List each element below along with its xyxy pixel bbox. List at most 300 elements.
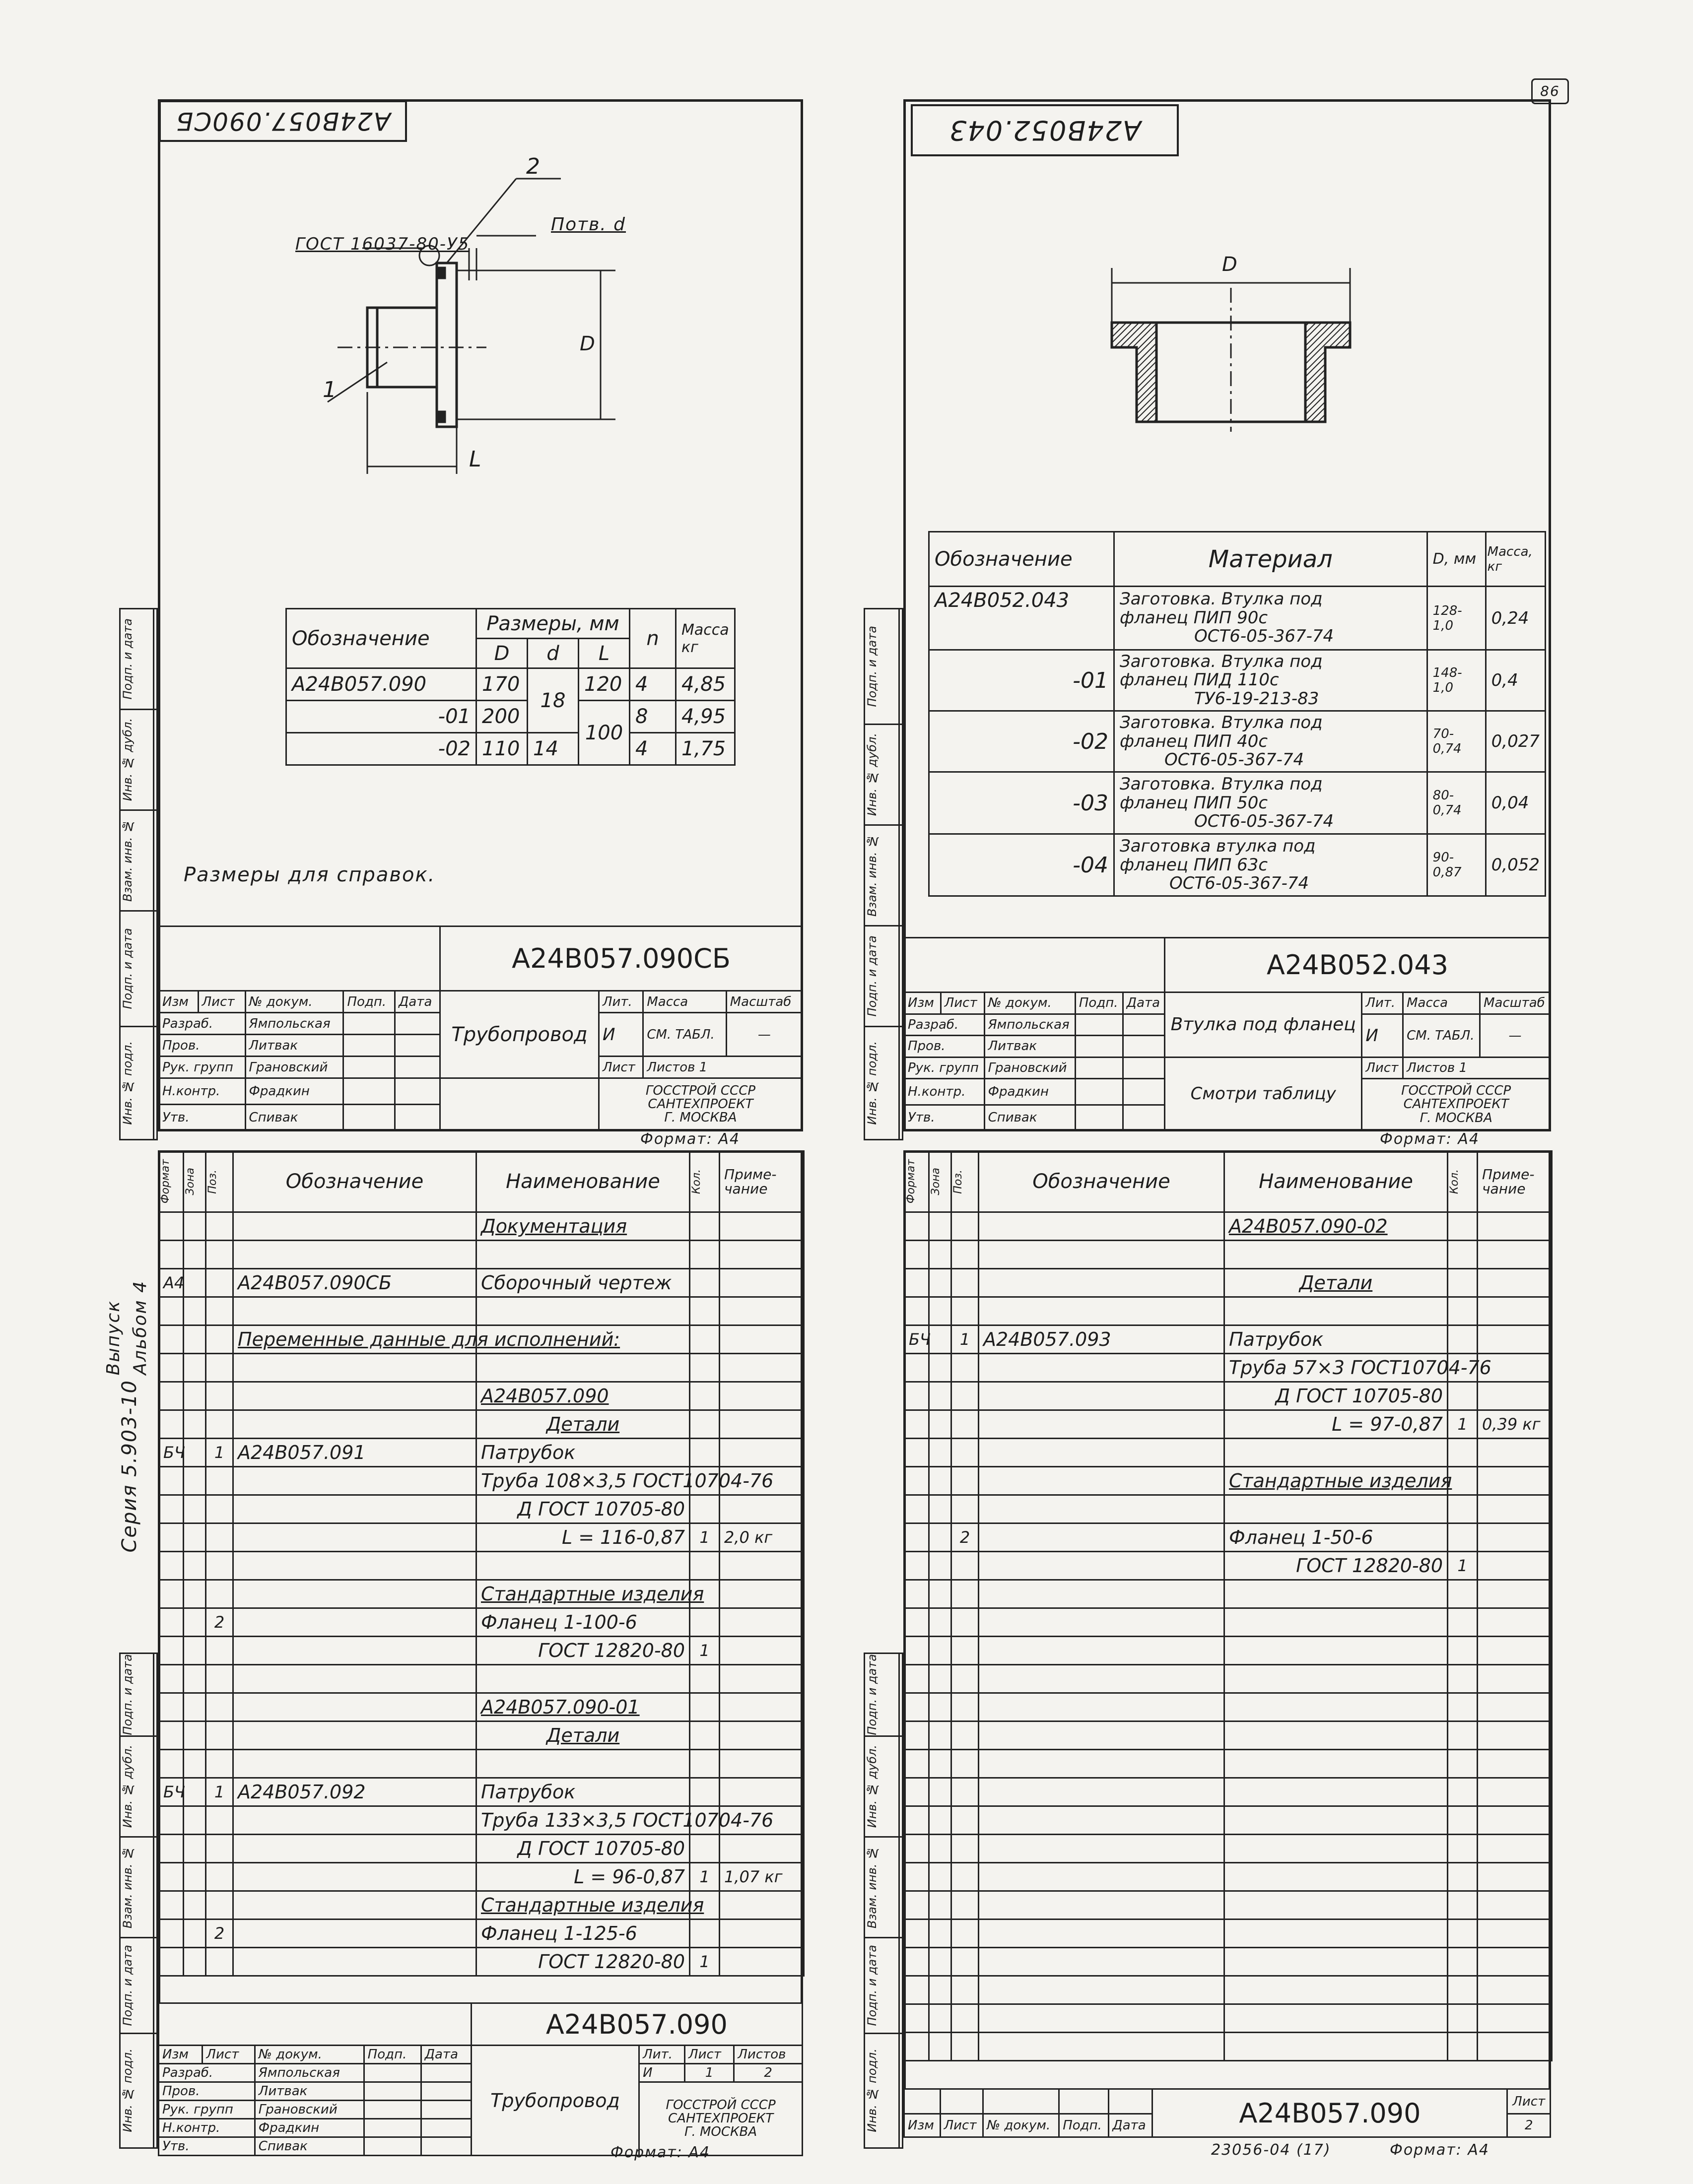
q4-h-poz: Поз. xyxy=(952,1169,964,1194)
q4-naim-cell xyxy=(1224,1976,1448,2004)
q2-doc-code: А24В052.043 xyxy=(1165,938,1551,993)
q4-poz-cell xyxy=(951,1863,979,1891)
q4-prim-cell xyxy=(1478,1835,1552,1863)
q4-poz-cell xyxy=(951,1241,979,1269)
q3-format-cell xyxy=(159,1948,184,1976)
q2-row4-m: 0,052 xyxy=(1486,834,1545,896)
q4-naim-cell xyxy=(1224,1806,1448,1835)
q4-prim-cell xyxy=(1478,1439,1552,1467)
q3-prim-cell xyxy=(720,1693,804,1721)
spec-row xyxy=(159,1325,804,1354)
q3-oboz-cell xyxy=(233,1212,476,1241)
q1-doc-name: Трубопровод xyxy=(440,991,599,1078)
q3-kol-cell xyxy=(690,1269,720,1297)
q3-doc-name: Трубопровод xyxy=(471,2046,639,2156)
q2-h-D: D, мм xyxy=(1427,532,1486,587)
q4-poz-cell xyxy=(951,1354,979,1382)
spec-row xyxy=(904,1750,1552,1778)
q2-bushing-drawing xyxy=(1102,258,1360,437)
q4-oboz-cell xyxy=(979,1693,1224,1721)
q3-zona-cell xyxy=(184,1693,206,1721)
q3-oboz-cell xyxy=(233,1382,476,1410)
q1-org-2: САНТЕХПРОЕКТ xyxy=(648,1096,753,1112)
q4-oboz-cell xyxy=(979,1410,1224,1439)
q3-side-vzam: Взам. инв. № xyxy=(121,1846,135,1928)
q4-format-cell xyxy=(904,1297,929,1325)
q4-kol-cell: 1 xyxy=(1448,1410,1478,1439)
q3-naim-cell xyxy=(476,1354,690,1382)
q4-poz-cell xyxy=(951,1608,979,1637)
q4-side-vzam: Взам. инв. № xyxy=(865,1846,879,1928)
q3-oboz-cell xyxy=(233,1297,476,1325)
q3-format-cell xyxy=(159,1608,184,1637)
stamp-masshtab: Масштаб xyxy=(726,991,802,1013)
q4-format-cell xyxy=(904,1919,929,1948)
q4-kol-cell xyxy=(1448,1325,1478,1354)
q4-zona-cell xyxy=(929,2004,951,2033)
q3-oboz-cell xyxy=(233,1495,476,1523)
q3-prim-cell xyxy=(720,1241,804,1269)
q3-prim-cell xyxy=(720,1665,804,1693)
q3-kol-cell xyxy=(690,1608,720,1637)
q2-org-1: ГОССТРОЙ СССР xyxy=(1401,1083,1511,1099)
q4-kol-cell xyxy=(1448,1241,1478,1269)
q4-oboz-cell xyxy=(979,1382,1224,1410)
q4-naim-cell xyxy=(1224,1750,1448,1778)
q3-format-cell xyxy=(159,1325,184,1354)
q4-oboz-cell xyxy=(979,1863,1224,1891)
q3-zona-cell xyxy=(184,1212,206,1241)
q4-oboz-cell xyxy=(979,1891,1224,1919)
q4-list-label: Лист xyxy=(1507,2089,1551,2114)
q2-row4-D: 90-0,87 xyxy=(1427,834,1486,896)
q4-naim-cell: А24В057.090-02 xyxy=(1224,1212,1448,1241)
q1-callout-1: 1 xyxy=(323,377,338,402)
q1-row0-oboz: А24В057.090 xyxy=(286,668,476,701)
q1-h-massa: Масса кг xyxy=(676,609,735,668)
q2-dim-D: D xyxy=(1222,253,1238,276)
q2-row0-m1: Заготовка. Втулка под xyxy=(1120,589,1323,609)
q3-format-cell xyxy=(159,1410,184,1439)
q3-prim-cell: 1,07 кг xyxy=(720,1863,804,1891)
q3-format-cell xyxy=(159,1693,184,1721)
q1-row1-n: 8 xyxy=(630,701,676,733)
q4-oboz-cell xyxy=(979,1241,1224,1269)
q4-poz-cell xyxy=(951,1721,979,1750)
q3-format-cell xyxy=(159,1580,184,1608)
q4-prim-cell xyxy=(1478,1919,1552,1948)
q3-stamp-ruk-name: Грановский xyxy=(255,2101,364,2119)
q1-doc-code: А24В057.090СБ xyxy=(440,927,803,991)
q3-prim-cell xyxy=(720,1410,804,1439)
q4-prim-cell xyxy=(1478,1806,1552,1835)
q3-format-cell xyxy=(159,1750,184,1778)
q4-kol-cell xyxy=(1448,1523,1478,1552)
spec-row xyxy=(904,1806,1552,1835)
q2-row3-m: 0,04 xyxy=(1486,772,1545,834)
q4-naim-cell: Д ГОСТ 10705-80 xyxy=(1224,1382,1448,1410)
spec-row xyxy=(904,1354,1552,1382)
q4-h-kol: Кол. xyxy=(1448,1169,1461,1194)
q3-naim-cell: Стандартные изделия xyxy=(476,1891,690,1919)
q4-zona-cell xyxy=(929,1693,951,1721)
q3-format-cell: А4 xyxy=(159,1269,184,1297)
q3-kol-cell xyxy=(690,1778,720,1806)
q1-h-oboz: Обозначение xyxy=(286,609,476,668)
q4-zona-cell xyxy=(929,1523,951,1552)
q4-stamp-podp: Подп. xyxy=(1059,2114,1109,2137)
spec-row xyxy=(904,1665,1552,1693)
q2-row2-D: 70-0,74 xyxy=(1427,711,1486,772)
stamp-ndoc: № докум. xyxy=(245,991,343,1013)
q2-org-2: САНТЕХПРОЕКТ xyxy=(1403,1097,1509,1112)
q3-naim-cell xyxy=(476,1241,690,1269)
q3-naim-cell xyxy=(476,1552,690,1580)
side-podp-data-2: Подп. и дата xyxy=(121,928,135,1009)
q4-naim-cell xyxy=(1224,1241,1448,1269)
q4-poz-cell xyxy=(951,1410,979,1439)
q3-poz-cell xyxy=(206,1637,233,1665)
q2-row2-oboz: -02 xyxy=(929,711,1114,772)
q3-stamp-lit: Лит. xyxy=(639,2046,685,2064)
q4-zona-cell xyxy=(929,1241,951,1269)
spec-row xyxy=(904,1721,1552,1750)
q4-zona-cell xyxy=(929,1891,951,1919)
q2-side-inv-podl: Инв. № подл. xyxy=(865,1041,879,1125)
q2-side-podp-data-1: Подп. и дата xyxy=(865,626,879,707)
q3-poz-cell: 2 xyxy=(206,1919,233,1948)
q3-naim-cell: Фланец 1-125-6 xyxy=(476,1919,690,1948)
q3-oboz-cell xyxy=(233,1354,476,1382)
q2-stamp-list-2: Лист xyxy=(1362,1057,1403,1079)
q1-dim-D: D xyxy=(580,332,596,355)
q3-oboz-cell: А24В057.091 xyxy=(233,1439,476,1467)
q3-prim-cell xyxy=(720,1608,804,1637)
stamp-ruk: Рук. групп xyxy=(159,1057,246,1078)
q3-poz-cell xyxy=(206,1410,233,1439)
q3-zona-cell xyxy=(184,1637,206,1665)
q3-format-cell xyxy=(159,1297,184,1325)
spec-row xyxy=(904,1835,1552,1863)
q3-stamp-list-h: Лист xyxy=(685,2046,734,2064)
q4-kol-cell xyxy=(1448,2033,1478,2061)
q2-see-table: Смотри таблицу xyxy=(1165,1057,1362,1130)
q4-zona-cell xyxy=(929,1948,951,1976)
spec-row xyxy=(904,1580,1552,1608)
q2-stamp-nkontr-name: Фрадкин xyxy=(984,1079,1075,1105)
q3-org-2: САНТЕХПРОЕКТ xyxy=(668,2111,774,2126)
q4-format-cell xyxy=(904,1665,929,1693)
q3-kol-cell xyxy=(690,1439,720,1467)
q2-row4-m3: ОСТ6-05-367-74 xyxy=(1169,873,1309,894)
q4-kol-cell xyxy=(1448,1976,1478,2004)
q4-zona-cell xyxy=(929,1580,951,1608)
q2-side-podp-data-2: Подп. и дата xyxy=(865,935,879,1017)
q3-stamp-utv: Утв. xyxy=(159,2137,255,2156)
spec-row xyxy=(159,1382,804,1410)
page-number: 86 xyxy=(1531,78,1569,104)
q3-stamp-data: Дата xyxy=(421,2046,471,2064)
stamp-lit-val: И xyxy=(599,1013,643,1057)
q4-zona-cell xyxy=(929,1212,951,1241)
q3-zona-cell xyxy=(184,1552,206,1580)
q4-zona-cell xyxy=(929,1495,951,1523)
q3-kol-cell xyxy=(690,1665,720,1693)
q3-zona-cell xyxy=(184,1750,206,1778)
q1-side-strip xyxy=(119,608,158,1140)
spec-row xyxy=(904,2033,1552,2061)
q3-naim-cell xyxy=(476,1750,690,1778)
q4-prim-cell xyxy=(1478,1863,1552,1891)
q3-oboz-cell xyxy=(233,1806,476,1835)
q1-row2-n: 4 xyxy=(630,733,676,765)
q3-stamp-podp: Подп. xyxy=(364,2046,421,2064)
q3-oboz-cell xyxy=(233,1241,476,1269)
q4-oboz-cell xyxy=(979,1948,1224,1976)
q3-poz-cell xyxy=(206,1835,233,1863)
spec-row xyxy=(904,1919,1552,1948)
q4-oboz-cell xyxy=(979,2004,1224,2033)
q4-naim-cell xyxy=(1224,2004,1448,2033)
q3-oboz-cell xyxy=(233,1863,476,1891)
q4-prim-cell xyxy=(1478,1665,1552,1693)
q1-row0-m: 4,85 xyxy=(676,668,735,701)
q3-stamp-ndoc: № докум. xyxy=(255,2046,364,2064)
q4-poz-cell: 2 xyxy=(951,1523,979,1552)
q1-org-1: ГОССТРОЙ СССР xyxy=(645,1083,756,1098)
stamp-podp: Подп. xyxy=(343,991,395,1013)
q2-stamp-lit: Лит. xyxy=(1362,993,1403,1014)
stamp-nkontr-name: Фрадкин xyxy=(245,1078,343,1105)
q3-zona-cell xyxy=(184,1241,206,1269)
q4-format-cell xyxy=(904,1948,929,1976)
q4-prim-cell xyxy=(1478,1580,1552,1608)
q3-side-inv-dubl: Инв. № дубл. xyxy=(121,1744,135,1828)
q3-poz-cell xyxy=(206,1495,233,1523)
q2-stamp-listov-val: 1 xyxy=(1459,1060,1468,1075)
spec-row xyxy=(904,1976,1552,2004)
q3-prim-cell xyxy=(720,1297,804,1325)
q3-prim-cell xyxy=(720,1212,804,1241)
q4-naim-cell: Фланец 1-50-6 xyxy=(1224,1523,1448,1552)
spec-row xyxy=(159,1778,804,1806)
stamp-listov-val: 1 xyxy=(699,1059,708,1075)
q1-note: Размеры для справок. xyxy=(184,863,436,886)
q4-h-zona: Зона xyxy=(930,1168,942,1195)
q1-size-table xyxy=(285,608,736,766)
q4-format-cell xyxy=(904,1608,929,1637)
spec-row xyxy=(904,1269,1552,1297)
q3-stamp-razrab-name: Ямпольская xyxy=(255,2064,364,2082)
q4-prim-cell xyxy=(1478,1948,1552,1976)
q2-row2-m2: фланец ПИП 40с xyxy=(1120,731,1268,751)
q3-poz-cell xyxy=(206,1523,233,1552)
q4-oboz-cell xyxy=(979,1580,1224,1608)
q3-poz-cell: 2 xyxy=(206,1608,233,1637)
q4-zona-cell xyxy=(929,1297,951,1325)
q2-row2-m3: ОСТ6-05-367-74 xyxy=(1164,749,1304,770)
q4-oboz-cell xyxy=(979,1467,1224,1495)
q3-kol-cell xyxy=(690,1354,720,1382)
q3-prim-cell xyxy=(720,1835,804,1863)
q2-row0-m3: ОСТ6-05-367-74 xyxy=(1194,626,1334,647)
q2-row1-m2: фланец ПИД 110с xyxy=(1120,670,1279,690)
q3-format-cell xyxy=(159,1354,184,1382)
stamp-utv-name: Спивак xyxy=(245,1105,343,1131)
q4-naim-cell xyxy=(1224,1608,1448,1637)
q3-kol-cell xyxy=(690,1919,720,1948)
q2-stamp-listov: Листов xyxy=(1407,1060,1455,1075)
q4-stamp-ndoc: № докум. xyxy=(983,2114,1059,2137)
q3-prim-cell xyxy=(720,1750,804,1778)
q4-prim-cell xyxy=(1478,1891,1552,1919)
q4-naim-cell xyxy=(1224,1665,1448,1693)
q4-prim-cell xyxy=(1478,1241,1552,1269)
q2-row0-D: 128-1,0 xyxy=(1427,587,1486,650)
q4-naim-cell xyxy=(1224,1835,1448,1863)
q3-prim-cell xyxy=(720,1637,804,1665)
q3-poz-cell xyxy=(206,1863,233,1891)
q3-oboz-cell xyxy=(233,1750,476,1778)
q3-side-podp-data-2: Подп. и дата xyxy=(121,1944,135,2026)
q3-kol-cell: 1 xyxy=(690,1637,720,1665)
q4-side-podp-data-2: Подп. и дата xyxy=(865,1944,879,2026)
q3-side-inv-podl: Инв. № подл. xyxy=(121,2049,135,2132)
q2-h-m: Масса, кг xyxy=(1486,532,1545,587)
q4-zona-cell xyxy=(929,1269,951,1297)
q3-poz-cell xyxy=(206,1297,233,1325)
q3-format-cell xyxy=(159,1806,184,1835)
q3-naim-cell: Патрубок xyxy=(476,1778,690,1806)
spec-row xyxy=(159,1863,804,1891)
q3-prim-cell xyxy=(720,1325,804,1354)
q2-format: Формат: А4 xyxy=(1380,1130,1480,1148)
q3-prim-cell xyxy=(720,1552,804,1580)
q4-oboz-cell xyxy=(979,1523,1224,1552)
q4-format-cell xyxy=(904,1523,929,1552)
spec-row xyxy=(159,1608,804,1637)
issue-label: Выпуск xyxy=(103,1300,124,1376)
q2-stamp-lit-val: И xyxy=(1362,1014,1403,1057)
q4-naim-cell: Труба 57×3 ГОСТ10704-76 xyxy=(1224,1354,1448,1382)
stamp-nkontr: Н.контр. xyxy=(159,1078,246,1105)
q2-row3-m2: фланец ПИП 50с xyxy=(1120,793,1268,813)
q4-format-cell xyxy=(904,1241,929,1269)
q1-h-razm: Размеры, мм xyxy=(476,609,630,639)
q1-row2-oboz: -02 xyxy=(286,733,476,765)
spec-row xyxy=(904,1693,1552,1721)
q4-prim-cell xyxy=(1478,2033,1552,2061)
q4-oboz-cell xyxy=(979,1495,1224,1523)
spec-row xyxy=(159,1835,804,1863)
q4-zona-cell xyxy=(929,1354,951,1382)
stamp-list: Лист xyxy=(198,991,245,1013)
q4-stamp-list: Лист xyxy=(940,2114,983,2137)
q3-kol-cell: 1 xyxy=(690,1523,720,1552)
q4-order: 23056-04 xyxy=(1211,2141,1291,2159)
q3-stamp-prov: Пров. xyxy=(159,2082,255,2101)
spec-row xyxy=(904,1382,1552,1410)
q4-h-prim: Приме- чание xyxy=(1478,1151,1552,1212)
q4-h-oboz: Обозначение xyxy=(979,1151,1224,1212)
spec-row xyxy=(904,2004,1552,2033)
spec-row xyxy=(159,1212,804,1241)
q3-kol-cell xyxy=(690,1297,720,1325)
q4-zona-cell xyxy=(929,1721,951,1750)
q3-format-cell xyxy=(159,1637,184,1665)
q4-format-cell xyxy=(904,1212,929,1241)
q2-stamp-utv-name: Спивак xyxy=(984,1105,1075,1130)
q2-side-vzam: Взам. инв. № xyxy=(865,834,879,917)
q4-poz-cell xyxy=(951,1750,979,1778)
q1-row1-D: 200 xyxy=(476,701,528,733)
q3-kol-cell xyxy=(690,1835,720,1863)
spec-row xyxy=(904,1637,1552,1665)
q4-h-naim: Наименование xyxy=(1224,1151,1448,1212)
q3-prim-cell xyxy=(720,1919,804,1948)
q3-oboz-cell: Переменные данные для исполнений: xyxy=(233,1325,476,1354)
q3-naim-cell xyxy=(476,1665,690,1693)
q4-zona-cell xyxy=(929,1439,951,1467)
q4-poz-cell xyxy=(951,1665,979,1693)
q4-kol-cell xyxy=(1448,1891,1478,1919)
stamp-ruk-name: Грановский xyxy=(245,1057,343,1078)
q3-kol-cell xyxy=(690,1410,720,1439)
q4-prim-cell xyxy=(1478,1523,1552,1552)
q4-format-cell xyxy=(904,1580,929,1608)
q4-poz-cell xyxy=(951,1976,979,2004)
q4-poz-cell xyxy=(951,1552,979,1580)
q3-stamp-lit-val: И xyxy=(639,2064,685,2082)
q2-row0-oboz: А24В052.043 xyxy=(929,587,1114,650)
q4-format-cell xyxy=(904,1354,929,1382)
q4-h-format: Формат xyxy=(905,1159,917,1204)
q3-kol-cell xyxy=(690,1241,720,1269)
spec-row xyxy=(159,1552,804,1580)
q4-kol-cell xyxy=(1448,1778,1478,1806)
q3-zona-cell xyxy=(184,1665,206,1693)
q2-row3-oboz: -03 xyxy=(929,772,1114,834)
q4-poz-cell xyxy=(951,1778,979,1806)
q4-format-cell xyxy=(904,1637,929,1665)
q4-format-cell xyxy=(904,1835,929,1863)
q4-naim-cell xyxy=(1224,1863,1448,1891)
q3-format-cell xyxy=(159,1382,184,1410)
q3-format-cell xyxy=(159,1523,184,1552)
q3-oboz-cell xyxy=(233,1835,476,1863)
q4-kol-cell xyxy=(1448,1495,1478,1523)
q2-stamp-massa: Масса xyxy=(1403,993,1480,1014)
q4-prim-cell xyxy=(1478,1750,1552,1778)
q3-stamp-nkontr-name: Фрадкин xyxy=(255,2119,364,2137)
q4-poz-cell xyxy=(951,1580,979,1608)
q3-kol-cell: 1 xyxy=(690,1948,720,1976)
q2-row1-m: 0,4 xyxy=(1486,650,1545,711)
stamp-scale-val: — xyxy=(726,1013,802,1057)
q4-kol-cell xyxy=(1448,1382,1478,1410)
q3-oboz-cell xyxy=(233,1410,476,1439)
q4-zona-cell xyxy=(929,1382,951,1410)
q2-stamp-massa-val: СМ. ТАБЛ. xyxy=(1403,1014,1480,1057)
q2-org-3: Г. МОСКВА xyxy=(1420,1110,1492,1125)
q4-side-podp-data-1: Подп. и дата xyxy=(865,1654,879,1735)
q4-naim-cell xyxy=(1224,1439,1448,1467)
q4-prim-cell xyxy=(1478,1495,1552,1523)
q3-naim-cell: L = 116-0,87 xyxy=(476,1523,690,1552)
q4-oboz-cell xyxy=(979,1778,1224,1806)
q2-row4-oboz: -04 xyxy=(929,834,1114,896)
q3-naim-cell xyxy=(476,1297,690,1325)
